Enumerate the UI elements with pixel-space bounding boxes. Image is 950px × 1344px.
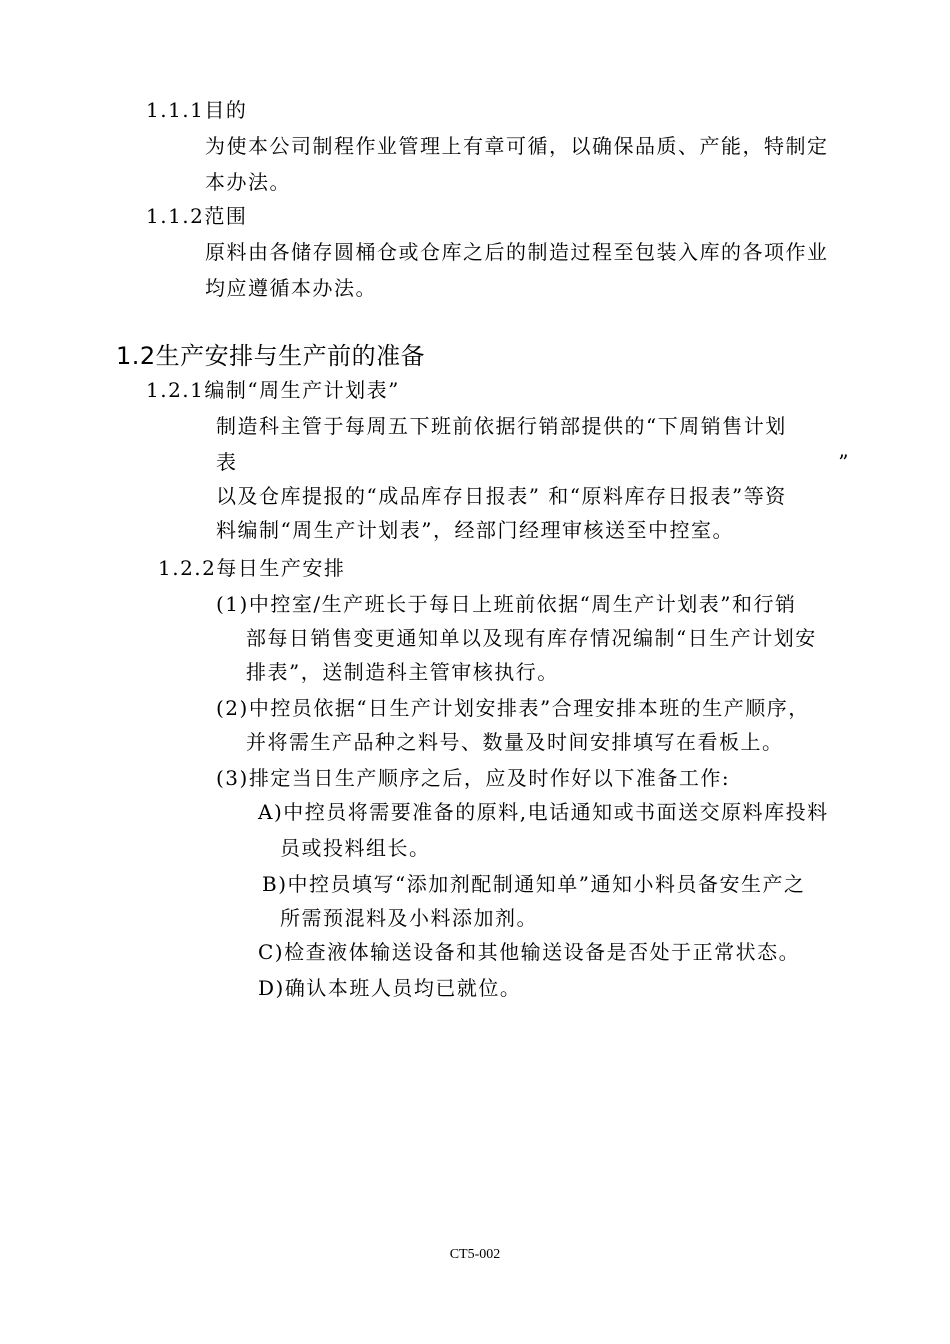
section-1-2-1-line-4: 料编制“周生产计划表”，经部门经理审核送至中控室。 (216, 518, 734, 542)
item-3-line-1: (3)排定当日生产顺序之后，应及时作好以下准备工作: (216, 766, 731, 790)
section-1-2-1-line-3: 以及仓库提报的“成品库存日报表” 和“原料库存日报表”等资 (216, 484, 787, 508)
section-1-1-1-line-1: 为使本公司制程作业管理上有章可循，以确保品质、产能，特制定 (205, 134, 829, 158)
section-1-2-1-line-2-left: 表 (216, 450, 238, 474)
subitem-c-line-1: C)检查液体输送设备和其他输送设备是否处于正常状态。 (258, 940, 801, 964)
section-1-1-1-line-2: 本办法。 (205, 170, 291, 194)
item-2-line-1: (2)中控员依据“日生产计划安排表”合理安排本班的生产顺序， (216, 696, 810, 720)
section-1-2-1-line-2 (216, 450, 850, 474)
section-1-1-2-line-1: 原料由各储存圆桶仓或仓库之后的制造过程至包装入库的各项作业 (205, 240, 829, 264)
item-1-line-3: 排表”，送制造科主管审核执行。 (246, 660, 559, 684)
subitem-b-line-1: B)中控员填写“添加剂配制通知单”通知小料员备安生产之 (262, 872, 806, 896)
section-1-2-1-line-2-right: ” (838, 450, 850, 474)
section-1-1-2-line-2: 均应遵循本办法。 (205, 276, 377, 300)
subitem-a-line-1: A)中控员将需要准备的原料,电话通知或书面送交原料库投料 (258, 800, 829, 824)
item-1-line-1: (1)中控室/生产班长于每日上班前依据“周生产计划表”和行销 (216, 592, 797, 616)
section-1-2-1-heading: 1.2.1编制“周生产计划表” (146, 378, 400, 402)
subitem-a-line-2: 员或投料组长。 (280, 836, 431, 860)
subitem-d-line-1: D)确认本班人员均已就位。 (258, 976, 522, 1000)
section-1-2-heading: 1.2生产安排与生产前的准备 (116, 342, 426, 370)
section-1-1-2-heading: 1.1.2范围 (146, 204, 248, 228)
item-1-line-2: 部每日销售变更通知单以及现有库存情况编制“日生产计划安 (246, 626, 817, 650)
section-1-2-1-line-1: 制造科主管于每周五下班前依据行销部提供的“下周销售计划 (216, 414, 787, 438)
section-1-2-2-heading: 1.2.2每日生产安排 (158, 556, 346, 580)
section-1-1-1-heading: 1.1.1目的 (146, 98, 248, 122)
subitem-b-line-2: 所需预混料及小料添加剂。 (280, 906, 538, 930)
item-2-line-2: 并将需生产品种之料号、数量及时间安排填写在看板上。 (246, 730, 784, 754)
page-footer-code: CT5-002 (449, 1247, 501, 1262)
